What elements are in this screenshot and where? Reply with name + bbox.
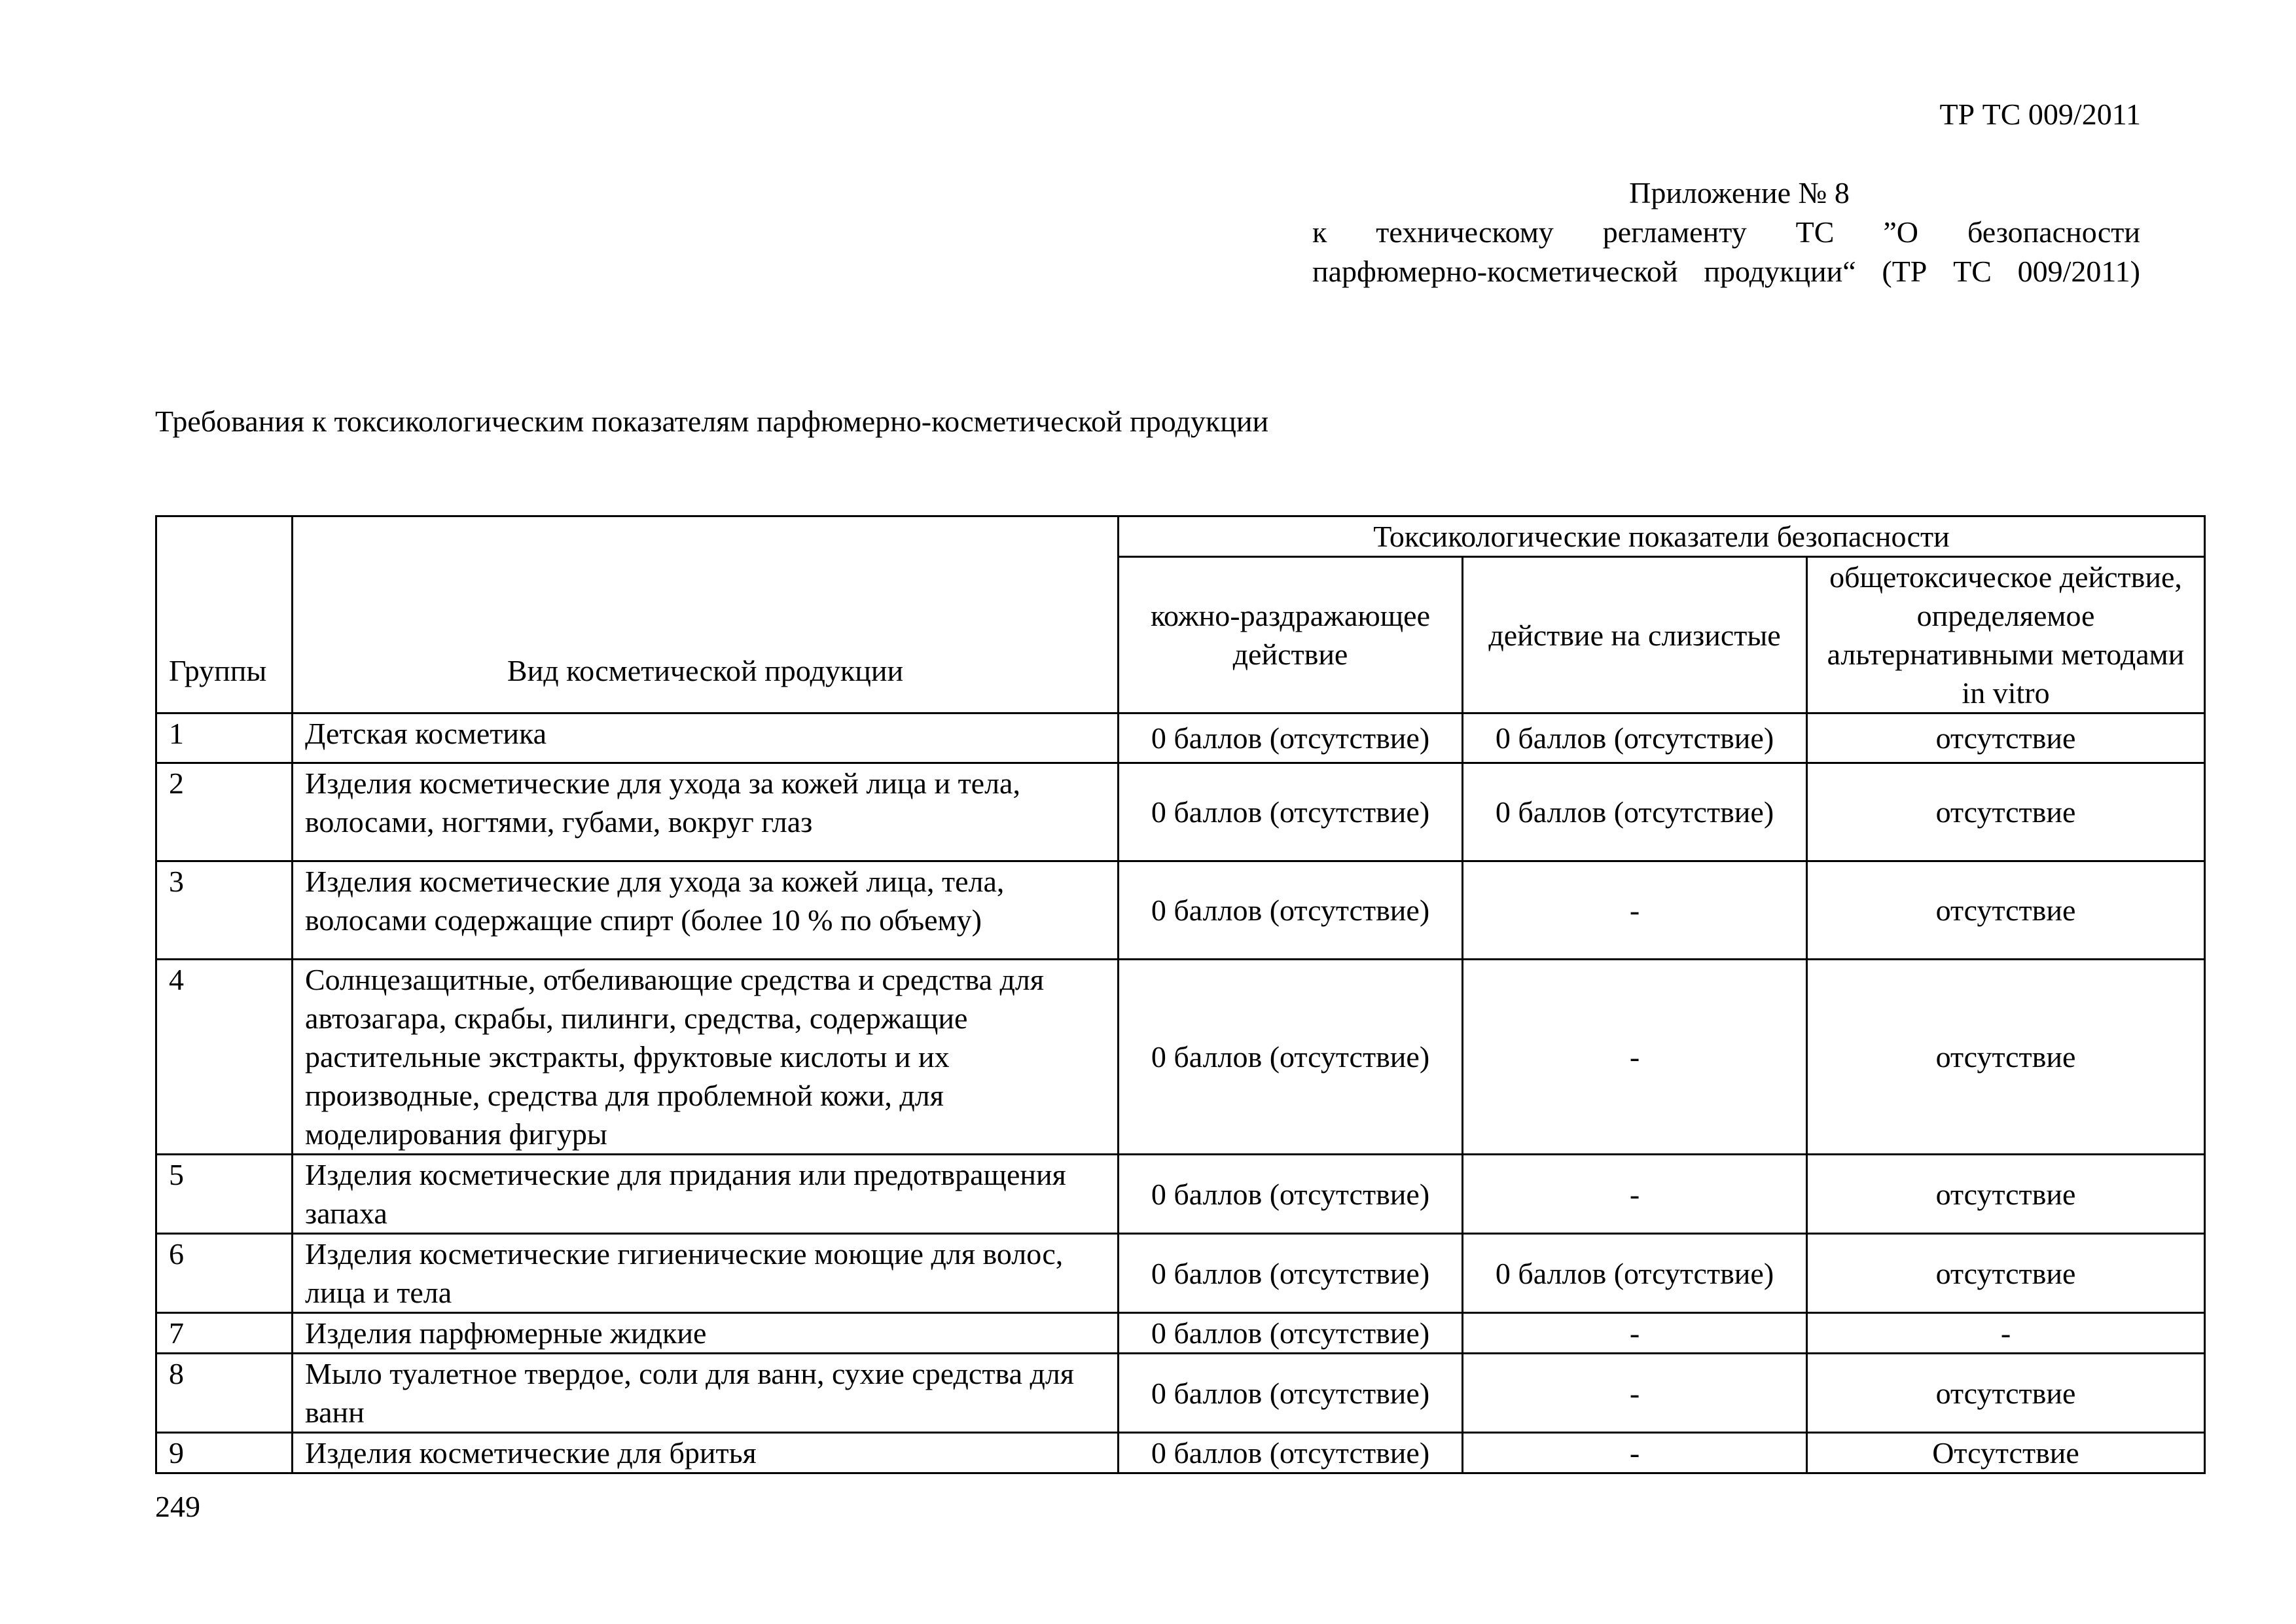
group-number: 1 [156,713,293,763]
group-number: 9 [156,1433,293,1473]
skin-irritation-value: 0 баллов (отсутствие) [1119,713,1463,763]
skin-irritation-value: 0 баллов (отсутствие) [1119,1354,1463,1433]
product-type: Изделия парфюмерные жидкие [293,1313,1119,1354]
product-type: Детская косметика [293,713,1119,763]
header-product-type: Вид косметической продукции [293,516,1119,713]
mucous-action-value: - [1463,1354,1807,1433]
appendix-reference-line-2: парфюмерно-косметической продукции“ (ТР ТС 009/2011) [1312,255,2140,288]
page-number: 249 [155,1490,200,1523]
product-type: Изделия косметические гигиенические моющие для волос, лица и тела [293,1234,1119,1313]
general-toxicity-value: отсутствие [1807,763,2205,861]
product-type: Изделия косметические для ухода за кожей лица и тела, волосами, ногтями, губами, вокруг глаз [293,763,1119,861]
mucous-action-value: 0 баллов (отсутствие) [1463,763,1807,861]
skin-irritation-value: 0 баллов (отсутствие) [1119,960,1463,1155]
general-toxicity-value: отсутствие [1807,861,2205,960]
table-row [156,1313,2205,1354]
group-number: 6 [156,1234,293,1313]
header-skin-irritation: кожно-раздражающее действие [1119,557,1463,713]
general-toxicity-value: отсутствие [1807,1155,2205,1234]
product-type: Солнцезащитные, отбеливающие средства и средства для автозагара, скрабы, пилинги, средства, содержащие растительные экстракты, фруктовые кислоты и их производные, средства для проблемной кожи, для моделирования фигуры [293,960,1119,1155]
table-row [156,1354,2205,1433]
appendix-title: Приложение № 8 [1629,176,1850,209]
mucous-action-value: - [1463,1433,1807,1473]
product-type: Изделия косметические для бритья [293,1433,1119,1473]
mucous-action-value: - [1463,1155,1807,1234]
document-code: ТР ТС 009/2011 [1939,98,2141,131]
mucous-action-value: - [1463,861,1807,960]
general-toxicity-value: Отсутствие [1807,1433,2205,1473]
header-mucous-action: действие на слизистые [1463,557,1807,713]
mucous-action-value: 0 баллов (отсутствие) [1463,1234,1807,1313]
group-number: 3 [156,861,293,960]
general-toxicity-value: - [1807,1313,2205,1354]
group-number: 8 [156,1354,293,1433]
group-number: 5 [156,1155,293,1234]
general-toxicity-value: отсутствие [1807,960,2205,1155]
requirements-table [155,515,2206,1474]
general-toxicity-value: отсутствие [1807,1354,2205,1433]
appendix-note [1312,173,2140,291]
group-number: 2 [156,763,293,861]
table-row [156,960,2205,1155]
table-row [156,763,2205,861]
document-heading: Требования к токсикологическим показателям парфюмерно-косметической продукции [155,405,1269,438]
group-number: 4 [156,960,293,1155]
skin-irritation-value: 0 баллов (отсутствие) [1119,861,1463,960]
table-row [156,1234,2205,1313]
general-toxicity-value: отсутствие [1807,1234,2205,1313]
table-row [156,1155,2205,1234]
skin-irritation-value: 0 баллов (отсутствие) [1119,1313,1463,1354]
mucous-action-value: - [1463,1313,1807,1354]
group-number: 7 [156,1313,293,1354]
skin-irritation-value: 0 баллов (отсутствие) [1119,1234,1463,1313]
header-group: Группы [156,516,293,713]
product-type: Изделия косметические для ухода за кожей лица, тела, волосами содержащие спирт (более 10 % по объему) [293,861,1119,960]
product-type: Мыло туалетное твердое, соли для ванн, сухие средства для ванн [293,1354,1119,1433]
table-row [156,713,2205,763]
mucous-action-value: - [1463,960,1807,1155]
skin-irritation-value: 0 баллов (отсутствие) [1119,763,1463,861]
appendix-reference-line-1: к техническому регламенту ТС ”О безопасности [1312,215,2140,249]
table-row [156,1433,2205,1473]
skin-irritation-value: 0 баллов (отсутствие) [1119,1155,1463,1234]
header-general-toxicity: общетоксическое действие, определяемое альтернативными методами in vitro [1807,557,2205,713]
mucous-action-value: 0 баллов (отсутствие) [1463,713,1807,763]
header-toxicological-indicators: Токсикологические показатели безопасности [1119,516,2205,557]
table-row [156,861,2205,960]
product-type: Изделия косметические для придания или предотвращения запаха [293,1155,1119,1234]
general-toxicity-value: отсутствие [1807,713,2205,763]
skin-irritation-value: 0 баллов (отсутствие) [1119,1433,1463,1473]
